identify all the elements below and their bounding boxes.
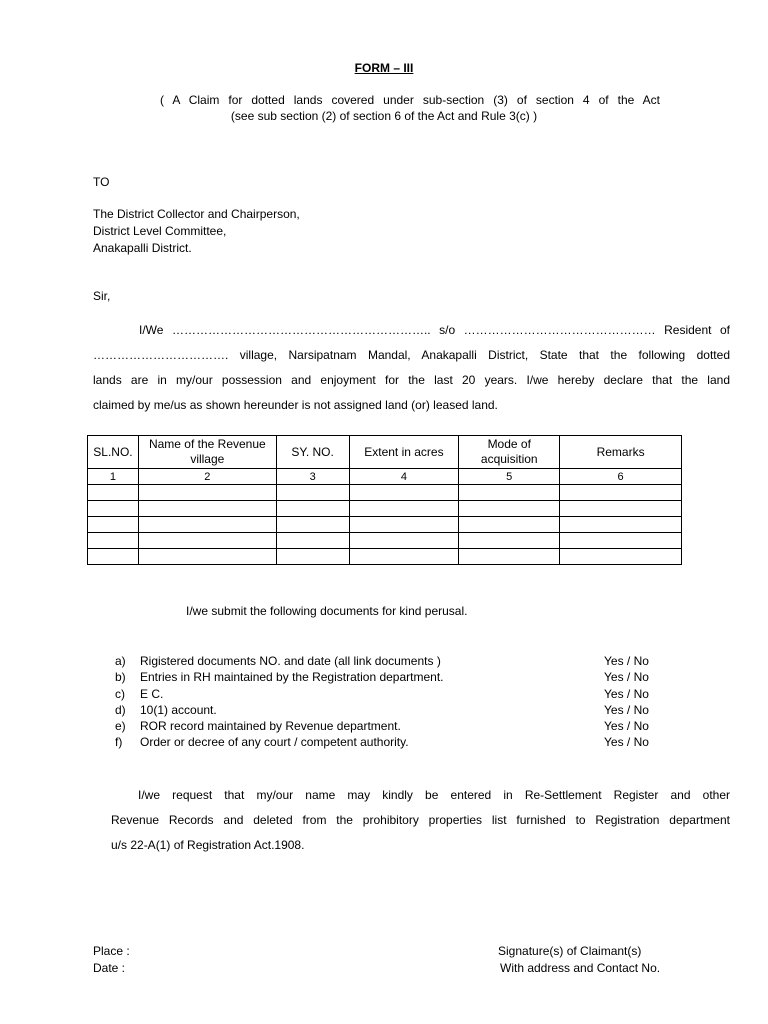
table-header-slno: SL.NO. xyxy=(88,436,139,469)
table-row xyxy=(88,533,682,549)
table-cell xyxy=(560,485,682,501)
signature-label: Signature(s) of Claimant(s) xyxy=(498,944,642,958)
list-item-text: Rigistered documents NO. and date (all link documents ) xyxy=(140,654,441,668)
list-item-text: ROR record maintained by Revenue department. xyxy=(140,719,401,734)
form-title: FORM – III xyxy=(354,61,414,75)
request-line-2: Revenue Records and deleted from the prohibitory properties list furnished to Registration department xyxy=(111,813,730,827)
list-item xyxy=(115,734,660,750)
list-item-letter: b) xyxy=(115,670,126,685)
recipient-address xyxy=(93,206,300,257)
table-cell xyxy=(349,517,459,533)
list-item-text: 10(1) account. xyxy=(140,702,217,717)
list-item xyxy=(115,686,660,702)
table-header-remarks: Remarks xyxy=(560,436,682,469)
table-cell xyxy=(138,485,276,501)
request-line-1: I/we request that my/our name may kindly be entered in Re-Settlement Register and other xyxy=(138,788,730,802)
table-cell xyxy=(560,501,682,517)
table-cell xyxy=(138,517,276,533)
list-item-text: Entries in RH maintained by the Registration department. xyxy=(140,670,444,685)
declaration-line-3: lands are in my/our possession and enjoyment for the last 20 years. I/we hereby declare that the land xyxy=(93,373,730,387)
table-row xyxy=(88,501,682,517)
table-cell xyxy=(560,517,682,533)
table-cell xyxy=(88,501,139,517)
list-item-letter: d) xyxy=(115,702,126,717)
table-cell xyxy=(349,533,459,549)
table-cell xyxy=(349,501,459,517)
table-cell xyxy=(138,549,276,565)
column-number: 2 xyxy=(138,469,276,485)
table-cell xyxy=(276,517,349,533)
list-item-letter: c) xyxy=(115,686,125,701)
list-item-answer: Yes / No xyxy=(604,735,649,750)
table-header-mode: Mode of acquisition xyxy=(459,436,560,469)
list-item xyxy=(115,718,660,734)
table-cell xyxy=(459,549,560,565)
list-item-answer: Yes / No xyxy=(604,670,649,685)
list-item-text: Order or decree of any court / competent authority. xyxy=(140,735,409,750)
table-cell xyxy=(138,501,276,517)
table-cell xyxy=(349,485,459,501)
list-item-letter: a) xyxy=(115,654,126,668)
table-cell xyxy=(138,533,276,549)
table-row xyxy=(88,517,682,533)
land-claims-table xyxy=(87,435,682,565)
table-cell xyxy=(276,501,349,517)
declaration-line-1: I/We ……………………………………………………….. s/o ………………………………………… Resident of xyxy=(139,323,730,337)
table-row xyxy=(88,485,682,501)
table-cell xyxy=(349,549,459,565)
request-paragraph xyxy=(111,783,730,858)
address-line-2: District Level Committee, xyxy=(93,224,227,238)
list-item-answer: Yes / No xyxy=(604,702,649,717)
to-label: TO xyxy=(93,175,110,189)
place-label: Place : xyxy=(93,944,130,958)
form-subtitle-line2: (see sub section (2) of section 6 of the Act and Rule 3(c) ) xyxy=(230,109,538,123)
table-cell xyxy=(88,549,139,565)
column-number: 6 xyxy=(560,469,682,485)
column-number: 5 xyxy=(459,469,560,485)
list-item-letter: e) xyxy=(115,719,126,734)
list-item-letter: f) xyxy=(115,735,123,750)
list-item-text: E C. xyxy=(140,686,164,701)
column-number: 3 xyxy=(276,469,349,485)
form-subtitle-line1: ( A Claim for dotted lands covered under sub-section (3) of section 4 of the Act xyxy=(160,93,660,107)
address-line-3: Anakapalli District. xyxy=(93,241,192,255)
table-cell xyxy=(276,549,349,565)
list-item xyxy=(115,653,660,669)
table-cell xyxy=(88,517,139,533)
request-line-3: u/s 22-A(1) of Registration Act.1908. xyxy=(111,838,305,852)
column-number: 4 xyxy=(349,469,459,485)
table-cell xyxy=(560,549,682,565)
table-cell xyxy=(560,533,682,549)
table-cell xyxy=(459,533,560,549)
table-cell xyxy=(276,485,349,501)
date-label: Date : xyxy=(93,961,126,975)
list-item-answer: Yes / No xyxy=(604,654,649,668)
table-cell xyxy=(276,533,349,549)
declaration-paragraph xyxy=(93,318,730,418)
documents-intro: I/we submit the following documents for kind perusal. xyxy=(186,604,468,618)
table-cell xyxy=(459,501,560,517)
list-item xyxy=(115,669,660,685)
documents-list xyxy=(115,653,660,751)
table-cell xyxy=(88,485,139,501)
address-contact-label: With address and Contact No. xyxy=(500,961,661,975)
address-line-1: The District Collector and Chairperson, xyxy=(93,207,300,221)
declaration-line-4: claimed by me/us as shown hereunder is not assigned land (or) leased land. xyxy=(93,398,498,412)
table-cell xyxy=(459,485,560,501)
column-number: 1 xyxy=(88,469,139,485)
table-row xyxy=(88,549,682,565)
salutation: Sir, xyxy=(93,289,111,303)
list-item xyxy=(115,702,660,718)
table-header-extent: Extent in acres xyxy=(349,436,459,469)
table-cell xyxy=(88,533,139,549)
declaration-line-2: ……………………………. village, Narsipatnam Mandal, Anakapalli District, State that the following dotted xyxy=(93,348,730,362)
table-header-village: Name of the Revenue village xyxy=(138,436,276,469)
table-header-syno: SY. NO. xyxy=(276,436,349,469)
list-item-answer: Yes / No xyxy=(604,719,649,734)
table-cell xyxy=(459,517,560,533)
list-item-answer: Yes / No xyxy=(604,686,649,701)
